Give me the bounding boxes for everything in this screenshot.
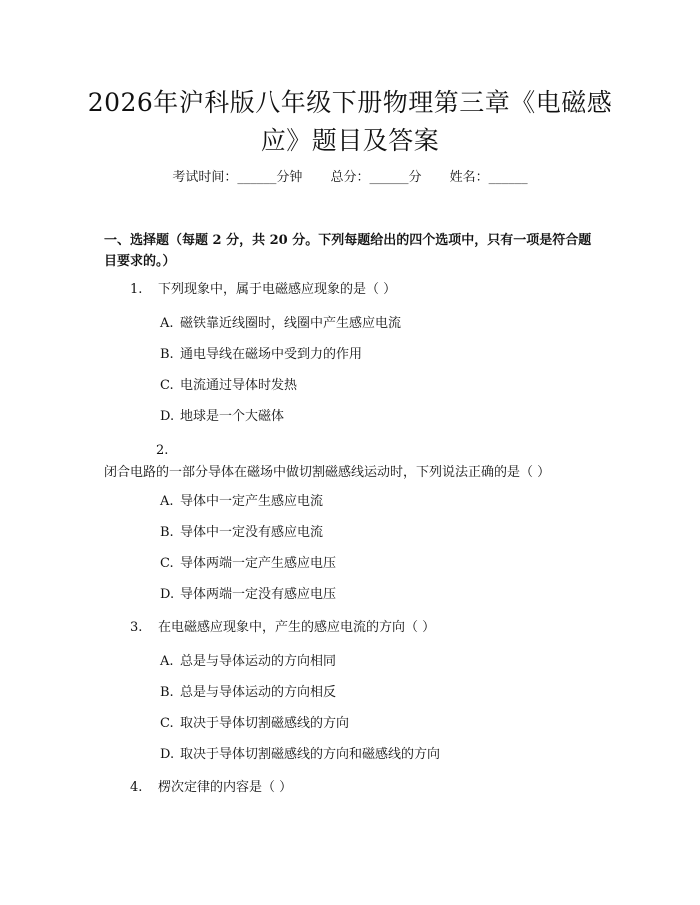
exam-score-field: 总分：______分 — [330, 170, 422, 185]
question-4 — [130, 777, 600, 799]
question-3 — [130, 617, 600, 639]
option-letter: D. — [160, 587, 175, 602]
question-number: 3. — [130, 620, 143, 635]
question-text: 楞次定律的内容是（ ） — [158, 780, 293, 795]
exam-name-field: 姓名：______ — [449, 170, 528, 185]
option-letter: A. — [160, 316, 174, 331]
option-text: 通电导线在磁场中受到力的作用 — [180, 347, 363, 362]
question-3-option-b — [160, 683, 336, 703]
question-2-option-c — [160, 554, 336, 574]
option-letter: C. — [160, 556, 174, 571]
section-heading: 一、选择题（每题 2 分，共 20 分。下列每题给出的四个选项中，只有一项是符合题目要求的。） — [104, 233, 592, 269]
question-1-option-a — [160, 314, 401, 334]
option-text: 磁铁靠近线圈时，线圈中产生感应电流 — [180, 316, 402, 331]
option-letter: A. — [160, 494, 174, 509]
question-1 — [130, 279, 600, 301]
option-text: 导体两端一定产生感应电压 — [180, 556, 337, 571]
option-letter: B. — [160, 685, 174, 700]
option-letter: B. — [160, 525, 174, 540]
question-2-option-a — [160, 492, 323, 512]
question-1-option-c — [160, 376, 297, 396]
option-letter: C. — [160, 716, 174, 731]
option-letter: C. — [160, 378, 174, 393]
option-letter: D. — [160, 409, 175, 424]
option-text: 导体中一定产生感应电流 — [180, 494, 324, 509]
question-text: 在电磁感应现象中，产生的感应电流的方向（ ） — [158, 620, 436, 635]
option-text: 取决于导体切割磁感线的方向和磁感线的方向 — [180, 747, 441, 762]
question-1-option-b — [160, 345, 362, 365]
option-text: 地球是一个大磁体 — [180, 409, 285, 424]
exam-time-field: 考试时间：______分钟 — [172, 170, 303, 185]
question-1-option-d — [160, 407, 284, 427]
option-text: 导体两端一定没有感应电压 — [180, 587, 337, 602]
document-title: 2026年沪科版八年级下册物理第三章《电磁感应》题目及答案 — [87, 88, 613, 155]
question-text: 下列现象中，属于电磁感应现象的是（ ） — [158, 282, 397, 297]
option-letter: B. — [160, 347, 174, 362]
question-2-option-d — [160, 585, 336, 605]
question-3-option-c — [160, 714, 349, 734]
option-text: 总是与导体运动的方向相反 — [180, 685, 337, 700]
question-2-option-b — [160, 523, 323, 543]
option-text: 导体中一定没有感应电流 — [180, 525, 324, 540]
question-text: 闭合电路的一部分导体在磁场中做切割磁感线运动时，下列说法正确的是（ ） — [104, 465, 551, 480]
option-text: 取决于导体切割磁感线的方向 — [180, 716, 350, 731]
question-2 — [104, 440, 604, 484]
option-text: 电流通过导体时发热 — [180, 378, 298, 393]
option-letter: A. — [160, 654, 174, 669]
option-text: 总是与导体运动的方向相同 — [180, 654, 337, 669]
question-number: 2. — [156, 443, 169, 458]
question-number: 1. — [130, 282, 143, 297]
question-3-option-a — [160, 652, 336, 672]
exam-info-line — [0, 168, 700, 188]
question-3-option-d — [160, 745, 440, 765]
question-number: 4. — [130, 780, 143, 795]
option-letter: D. — [160, 747, 175, 762]
